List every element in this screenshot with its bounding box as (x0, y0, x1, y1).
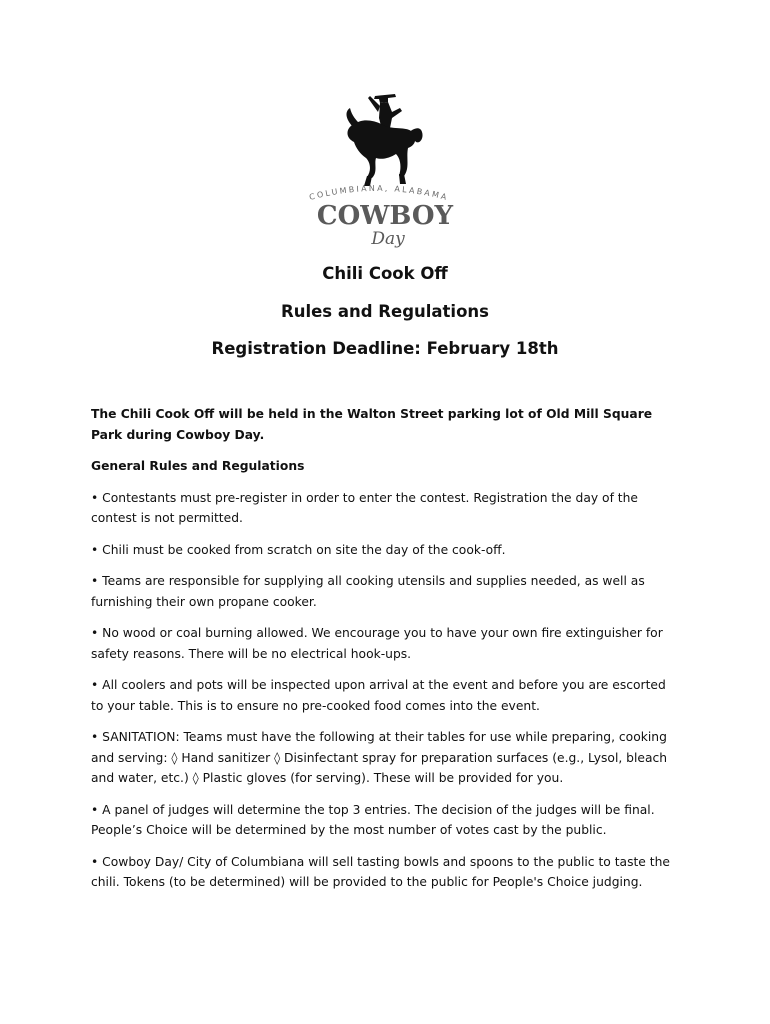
rule-item: • Contestants must pre-register in order to enter the contest. Registration the day of the contest is not permitted. (91, 490, 638, 525)
page-title: Chili Cook Off (322, 264, 448, 283)
rule-item: • Teams are responsible for supplying all cooking utensils and supplies needed, as well as furnishing their own propane cooker. (91, 574, 645, 609)
page-subtitle: Rules and Regulations (281, 302, 489, 321)
intro-paragraph: The Chili Cook Off will be held in the Walton Street parking lot of Old Mill Square Park during Cowboy Day. (91, 407, 653, 442)
section-heading: General Rules and Regulations (91, 459, 305, 473)
cowboy-day-logo (300, 88, 470, 253)
registration-deadline: Registration Deadline: February 18th (211, 339, 559, 358)
rule-item: • A panel of judges will determine the top 3 entries. The decision of the judges will be final. People’s Choice will be determined by the most number of votes cast by the public. (91, 802, 655, 837)
rule-item: • Cowboy Day/ City of Columbiana will sell tasting bowls and spoons to the public to taste the chili. Tokens (to be determined) will be provided to the public for People's Choice judging. (91, 854, 670, 889)
logo-brand-text: COWBOY (316, 201, 454, 231)
rule-item: • SANITATION: Teams must have the following at their tables for use while preparing, cooking and serving: ◊ Hand sanitizer ◊ Disinfectant spray for preparation surfaces (e.g., Lysol, bleach and water, etc.) ◊ Plastic gloves (for serving). These will be provided for you. (91, 730, 668, 785)
rule-item: • No wood or coal burning allowed. We encourage you to have your own fire extinguisher for safety reasons. There will be no electrical hook-ups. (91, 626, 663, 661)
bucking-horse-rider-icon (300, 88, 470, 253)
svg-text:COLUMBIANA, ALABAMA (308, 184, 449, 202)
document-body (91, 404, 681, 904)
logo-arc-text: COLUMBIANA, ALABAMA (308, 183, 450, 203)
rule-item: • All coolers and pots will be inspected upon arrival at the event and before you are escorted to your table. This is to ensure no pre-cooked food comes into the event. (91, 678, 666, 713)
logo-script-text: Day (371, 229, 405, 249)
rule-item: • Chili must be cooked from scratch on site the day of the cook-off. (91, 542, 506, 557)
